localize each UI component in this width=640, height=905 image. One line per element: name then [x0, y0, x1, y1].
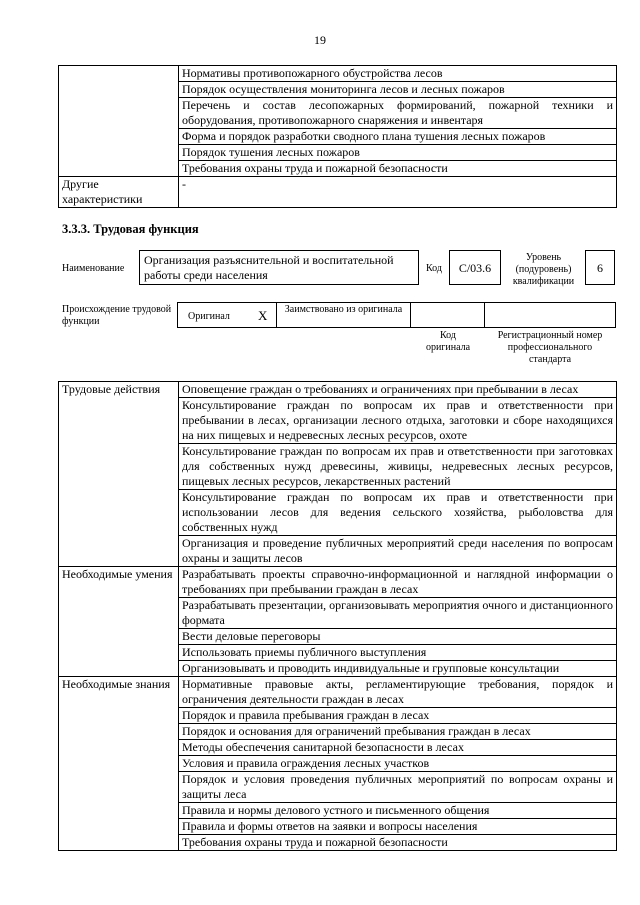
table-left-cell	[59, 66, 179, 177]
level-label: Уровень (подуровень) квалификации	[512, 252, 575, 287]
name-label: Наименование	[62, 263, 125, 274]
other-characteristics-label: Другие характеристики	[59, 177, 179, 208]
code-original-caption: Код оригинала	[425, 330, 471, 353]
main-function-table	[58, 381, 617, 851]
table-cell: Методы обеспечения санитарной безопасности в лесах	[179, 740, 617, 756]
table-cell: Порядок и правила пребывания граждан в лесах	[179, 708, 617, 724]
section-title: 3.3.3. Трудовая функция	[62, 222, 199, 236]
table-cell: Требования охраны труда и пожарной безопасности	[179, 161, 617, 177]
table-cell: Вести деловые переговоры	[179, 629, 617, 645]
table-cell: Консультирование граждан по вопросам их прав и ответственности при использовании лесов для ведения сельского хозяйства, рыболовства для собственных нужд	[179, 490, 617, 536]
top-knowledge-table	[58, 65, 617, 208]
table-cell: Условия и правила ограждения лесных участков	[179, 756, 617, 772]
required-knowledge-label: Необходимые знания	[59, 677, 179, 851]
table-cell: Консультирование граждан по вопросам их прав и ответственности при заготовках для собственных нужд древесины, живицы, недревесных лесных ресурсов, пищевых лесных ресурсов, лекарственных растений	[179, 444, 617, 490]
original-box	[177, 302, 277, 328]
original-label: Оригинал	[188, 311, 230, 322]
name-box	[139, 250, 419, 285]
reg-number-caption: Регистрационный номер профессионального стандарта	[497, 330, 603, 365]
table-cell: Порядок и условия проведения публичных мероприятий по вопросам охраны и защиты леса	[179, 772, 617, 803]
code-box	[449, 250, 501, 285]
labor-actions-label: Трудовые действия	[59, 382, 179, 567]
original-mark: X	[258, 308, 268, 323]
table-cell: Перечень и состав лесопожарных формирований, пожарной техники и оборудования, противопожарного снаряжения и инвентаря	[179, 98, 617, 129]
table-cell: Организация и проведение публичных мероприятий среди населения по вопросам охраны и защиты лесов	[179, 536, 617, 567]
borrowed-label: Заимствовано из оригинала	[284, 304, 403, 315]
table-cell: Нормативные правовые акты, регламентирующие требования, порядок и ограничения деятельности граждан в лесах	[179, 677, 617, 708]
table-cell: Правила и нормы делового устного и письменного общения	[179, 803, 617, 819]
code-label: Код	[426, 263, 442, 274]
table-cell: Консультирование граждан по вопросам их прав и ответственности при пребывании в лесах, организации лесного отдыха, заготовки и сборе находящихся на них пищевых и недревесных лесных ресурсов, охоте	[179, 398, 617, 444]
table-cell: Порядок осуществления мониторинга лесов и лесных пожаров	[179, 82, 617, 98]
code-original-box	[410, 302, 485, 328]
function-name: Организация разъяснительной и воспитательной работы среди населения	[144, 253, 394, 282]
level-value: 6	[597, 261, 603, 275]
table-cell: Разрабатывать презентации, организовывать мероприятия очного и дистанционного формата	[179, 598, 617, 629]
origin-label: Происхождение трудовой функции	[62, 304, 172, 327]
required-skills-label: Необходимые умения	[59, 567, 179, 677]
other-characteristics-value: -	[179, 177, 617, 208]
table-cell: Порядок и основания для ограничений пребывания граждан в лесах	[179, 724, 617, 740]
code-value: С/03.6	[458, 261, 492, 275]
table-cell: Форма и порядок разработки сводного плана тушения лесных пожаров	[179, 129, 617, 145]
borrowed-box	[276, 302, 411, 328]
page-number: 19	[314, 33, 326, 47]
table-cell: Требования охраны труда и пожарной безопасности	[179, 835, 617, 851]
table-cell: Использовать приемы публичного выступления	[179, 645, 617, 661]
table-cell: Оповещение граждан о требованиях и ограничениях при пребывании в лесах	[179, 382, 617, 398]
table-cell: Организовывать и проводить индивидуальные и групповые консультации	[179, 661, 617, 677]
reg-number-box	[484, 302, 616, 328]
table-cell: Разрабатывать проекты справочно-информационной и наглядной информации о требованиях при пребывании граждан в лесах	[179, 567, 617, 598]
table-cell: Правила и формы ответов на заявки и вопросы населения	[179, 819, 617, 835]
table-cell: Порядок тушения лесных пожаров	[179, 145, 617, 161]
level-box	[585, 250, 615, 285]
table-cell: Нормативы противопожарного обустройства лесов	[179, 66, 617, 82]
